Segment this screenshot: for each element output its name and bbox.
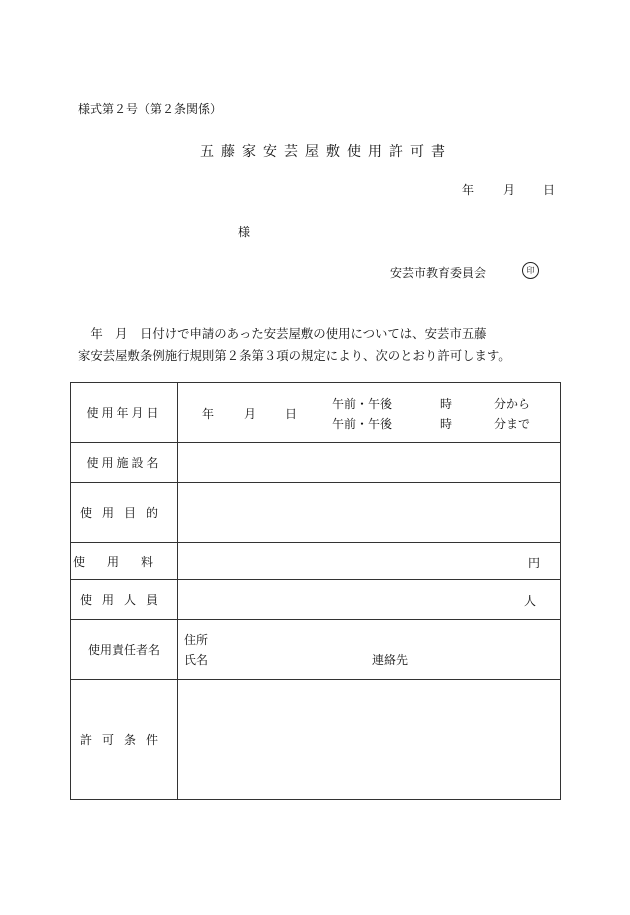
- label-usage-date: 使用年月日: [71, 383, 178, 443]
- issue-date-day: 日: [543, 183, 556, 197]
- body-text-line-2: 家安芸屋敷条例施行規則第２条第３項の規定により、次のとおり許可します。: [78, 348, 511, 363]
- table-row-conditions: [71, 680, 561, 800]
- value-facility[interactable]: [178, 443, 561, 483]
- fee-unit: 円: [527, 556, 540, 570]
- table-row-manager: [71, 620, 561, 680]
- table-row-fee: [71, 543, 561, 580]
- manager-address-label: 住所: [184, 633, 209, 647]
- label-fee: 使用料: [71, 543, 178, 580]
- value-purpose[interactable]: [178, 483, 561, 543]
- permit-table: [70, 382, 561, 800]
- start-hour: 時: [440, 397, 453, 411]
- manager-contact-label: 連絡先: [372, 653, 409, 667]
- form-number: 様式第２号（第２条関係）: [78, 102, 223, 116]
- label-people: 使用人員: [71, 580, 178, 620]
- start-ampm: 午前・午後: [332, 397, 393, 411]
- label-conditions: 許可条件: [71, 680, 178, 800]
- end-hour: 時: [440, 417, 453, 431]
- end-ampm: 午前・午後: [332, 417, 393, 431]
- value-usage-date[interactable]: [178, 383, 561, 443]
- table-row-date: [71, 383, 561, 443]
- issue-date-month: 月: [503, 183, 516, 197]
- start-minute: 分から: [494, 397, 531, 411]
- document-title: 五藤家安芸屋敷使用許可書: [200, 144, 452, 160]
- end-minute: 分まで: [494, 417, 531, 431]
- seal-mark: 印: [522, 262, 539, 279]
- label-purpose: 使用目的: [71, 483, 178, 543]
- label-facility: 使用施設名: [71, 443, 178, 483]
- usage-date-month: 月: [244, 407, 257, 421]
- issuer-name: 安芸市教育委員会: [390, 266, 487, 280]
- people-unit: 人: [523, 594, 536, 608]
- label-manager: 使用責任者名: [71, 620, 178, 680]
- table-row-purpose: [71, 483, 561, 543]
- value-people[interactable]: [178, 580, 561, 620]
- value-manager[interactable]: [178, 620, 561, 680]
- value-fee[interactable]: [178, 543, 561, 580]
- usage-date-year: 年: [202, 407, 215, 421]
- value-conditions[interactable]: [178, 680, 561, 800]
- addressee-suffix: 様: [238, 225, 251, 239]
- issue-date-year: 年: [462, 183, 475, 197]
- manager-name-label: 氏名: [184, 653, 209, 667]
- usage-date-day: 日: [285, 407, 298, 421]
- table-row-people: [71, 580, 561, 620]
- table-row-facility: [71, 443, 561, 483]
- body-text-line-1: 年 月 日付けで申請のあった安芸屋敷の使用については、安芸市五藤: [78, 326, 487, 341]
